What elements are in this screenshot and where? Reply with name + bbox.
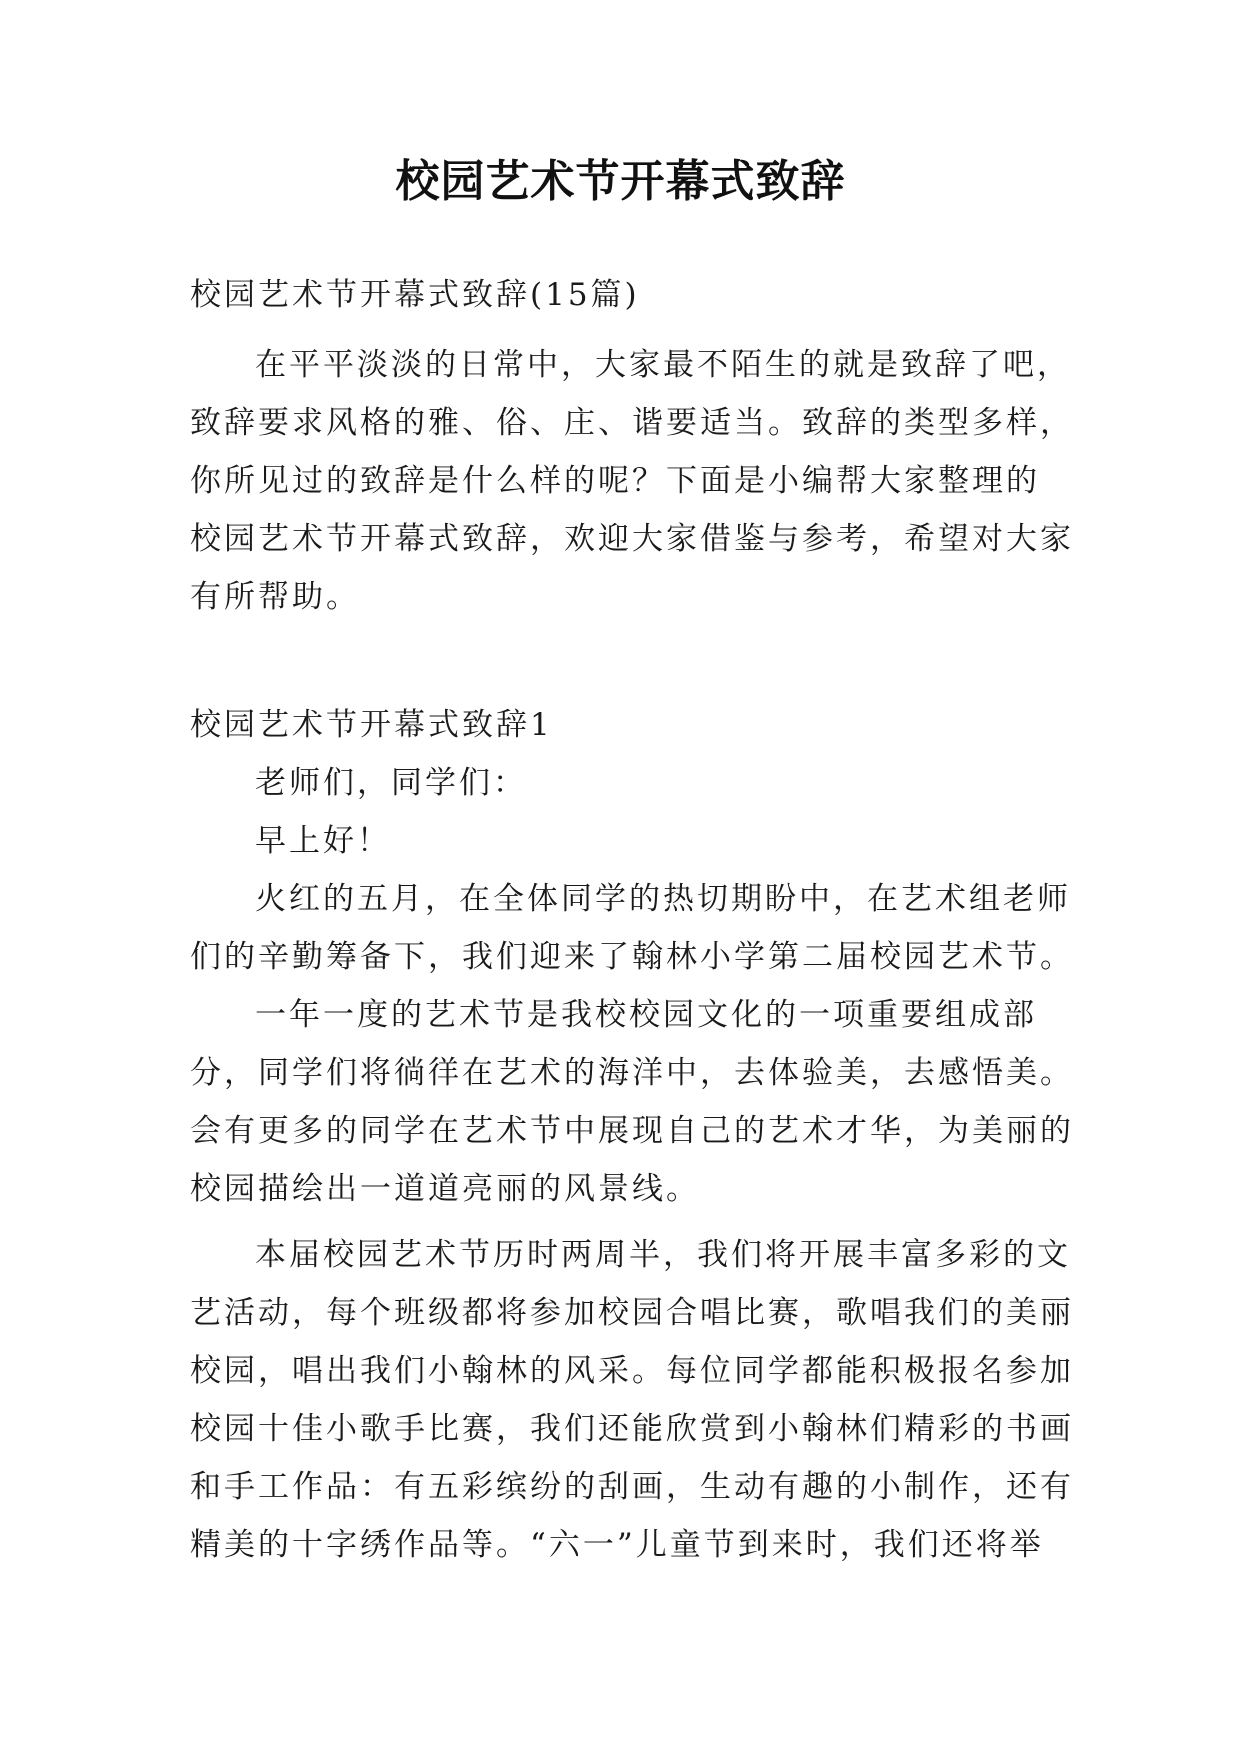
document-subtitle: 校园艺术节开幕式致辞(15篇) (190, 277, 640, 313)
paragraph-line: 本届校园艺术节历时两周半，我们将开展丰富多彩的文 (255, 1237, 1071, 1273)
paragraph-line: 早上好！ (255, 823, 391, 859)
paragraph-line: 和手工作品：有五彩缤纷的刮画，生动有趣的小制作，还有 (190, 1469, 1074, 1505)
document-title: 校园艺术节开幕式致辞 (395, 156, 846, 207)
paragraph-line: 分，同学们将徜徉在艺术的海洋中，去体验美，去感悟美。 (190, 1055, 1074, 1091)
paragraph-line: 在平平淡淡的日常中，大家最不陌生的就是致辞了吧， (255, 347, 1071, 383)
paragraph-line: 校园描绘出一道道亮丽的风景线。 (190, 1171, 700, 1207)
section-heading: 校园艺术节开幕式致辞1 (190, 707, 553, 743)
paragraph-line: 有所帮助。 (190, 579, 360, 615)
paragraph-line: 精美的十字绣作品等。“六一”儿童节到来时，我们还将举 (190, 1527, 1044, 1563)
paragraph-line: 火红的五月，在全体同学的热切期盼中，在艺术组老师 (255, 881, 1071, 917)
paragraph-line: 校园艺术节开幕式致辞，欢迎大家借鉴与参考，希望对大家 (190, 521, 1074, 557)
paragraph-line: 你所见过的致辞是什么样的呢？下面是小编帮大家整理的 (190, 463, 1040, 499)
paragraph-line: 校园，唱出我们小翰林的风采。每位同学都能积极报名参加 (190, 1353, 1074, 1389)
paragraph-line: 校园十佳小歌手比赛，我们还能欣赏到小翰林们精彩的书画 (190, 1411, 1074, 1447)
paragraph-line: 们的辛勤筹备下，我们迎来了翰林小学第二届校园艺术节。 (190, 939, 1074, 975)
paragraph-line: 会有更多的同学在艺术节中展现自己的艺术才华，为美丽的 (190, 1113, 1074, 1149)
paragraph-line: 艺活动，每个班级都将参加校园合唱比赛，歌唱我们的美丽 (190, 1295, 1074, 1331)
paragraph-line: 一年一度的艺术节是我校校园文化的一项重要组成部 (255, 997, 1037, 1033)
paragraph-line: 致辞要求风格的雅、俗、庄、谐要适当。致辞的类型多样， (190, 405, 1074, 441)
paragraph-line: 老师们，同学们： (255, 765, 527, 801)
